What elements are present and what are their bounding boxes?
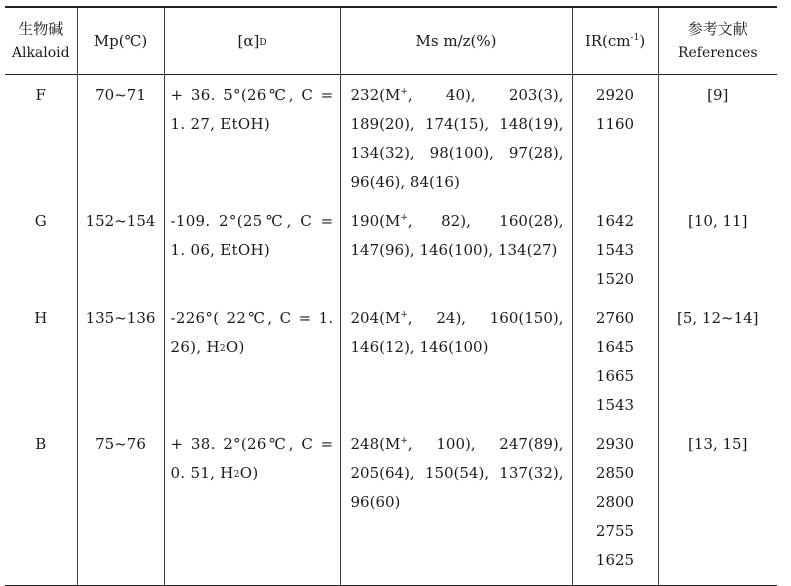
ms-text-rest: , 40), 203(3), 189(20), 174(15), 148(19), 134(32), 98(100), 97(28), 96(46), 84(16) (350, 86, 564, 191)
ms-text: 204(M (350, 309, 401, 327)
ir-value: 1543 (595, 396, 635, 414)
reference-text: [9] (707, 86, 729, 104)
rotation-text-end: O) (225, 338, 245, 356)
header-alkaloid-en: Alkaloid (11, 45, 70, 61)
header-alkaloid-cn: 生物碱 (18, 20, 64, 38)
header-ir (572, 7, 658, 75)
rotation-text: -226°( 22℃, C = 1. 26), H (170, 309, 334, 356)
cell-alkaloid (5, 298, 77, 424)
table-row (5, 201, 777, 298)
ms-text-rest: , 24), 160(150), 146(12), 146(100) (350, 309, 564, 356)
table-row (5, 75, 777, 202)
cell-rotation (164, 424, 340, 586)
header-references-en: References (677, 45, 758, 61)
cell-mp (77, 75, 164, 202)
ir-value: 2920 (595, 86, 635, 104)
ir-value: 1665 (595, 367, 635, 385)
cell-ms (340, 75, 572, 202)
ir-value: 1520 (595, 270, 635, 288)
rotation-text: + 38. 2°(26℃, C = 0. 51, H (170, 435, 334, 482)
melting-point: 135~136 (85, 309, 156, 327)
header-ms-label: Ms m/z(%) (415, 32, 497, 50)
rotation-text: + 36. 5°(26℃, C = 1. 27, EtOH) (170, 86, 334, 133)
cell-references (658, 201, 777, 298)
reference-text: [13, 15] (688, 435, 748, 453)
table-row (5, 298, 777, 424)
cell-mp (77, 298, 164, 424)
alkaloid-name: G (34, 212, 47, 230)
cell-alkaloid (5, 75, 77, 202)
ir-value: 1625 (595, 551, 635, 569)
cell-ms (340, 424, 572, 586)
ms-text-rest: , 82), 160(28), 147(96), 146(100), 134(27) (350, 212, 564, 259)
header-references (658, 7, 777, 75)
header-mp-label: Mp(℃) (93, 32, 148, 50)
header-row (5, 7, 777, 75)
cell-ir (572, 201, 658, 298)
header-mp (77, 7, 164, 75)
header-ms (340, 7, 572, 75)
ir-value: 2800 (595, 493, 635, 511)
reference-text: [10, 11] (688, 212, 748, 230)
ms-superscript: + (400, 310, 408, 320)
ms-text: 232(M (350, 86, 401, 104)
alkaloid-name: F (35, 86, 46, 104)
melting-point: 75~76 (95, 435, 146, 453)
alkaloid-data-table (5, 6, 777, 586)
rotation-subscript: 2 (219, 344, 226, 354)
ms-text: 190(M (350, 212, 401, 230)
ms-superscript: + (400, 87, 408, 97)
cell-references (658, 75, 777, 202)
ir-value: 1642 (595, 212, 635, 230)
cell-rotation (164, 201, 340, 298)
rotation-text-end: O) (239, 464, 259, 482)
cell-ir (572, 298, 658, 424)
cell-mp (77, 201, 164, 298)
melting-point: 152~154 (85, 212, 156, 230)
header-rotation-sub: D (259, 38, 267, 48)
ir-value: 1160 (595, 115, 635, 133)
ms-superscript: + (400, 436, 408, 446)
table-header (5, 7, 777, 75)
header-rotation (164, 7, 340, 75)
cell-alkaloid (5, 424, 77, 586)
cell-references (658, 298, 777, 424)
alkaloid-name: B (35, 435, 47, 453)
cell-ms (340, 298, 572, 424)
cell-rotation (164, 75, 340, 202)
cell-references (658, 424, 777, 586)
table-body (5, 75, 777, 586)
cell-alkaloid (5, 201, 77, 298)
ir-value: 1645 (595, 338, 635, 356)
ir-value: 1543 (595, 241, 635, 259)
alkaloid-name: H (34, 309, 48, 327)
header-rotation-label: [α] (237, 32, 260, 50)
reference-text: [5, 12~14] (676, 309, 759, 327)
rotation-subscript: 2 (233, 470, 240, 480)
ir-value: 2755 (595, 522, 635, 540)
rotation-text: -109. 2°(25℃, C = 1. 06, EtOH) (170, 212, 334, 259)
cell-mp (77, 424, 164, 586)
header-ir-close: ) (639, 32, 646, 50)
header-alkaloid (5, 7, 77, 75)
ms-text-rest: , 100), 247(89), 205(64), 150(54), 137(32), 96(60) (350, 435, 564, 511)
cell-ms (340, 201, 572, 298)
header-references-cn: 参考文献 (687, 20, 748, 38)
cell-rotation (164, 298, 340, 424)
ir-value: 2760 (595, 309, 635, 327)
ir-value: 2850 (595, 464, 635, 482)
ms-superscript: + (400, 213, 408, 223)
ir-value: 2930 (595, 435, 635, 453)
header-ir-label: IR(cm (584, 32, 631, 50)
header-ir-sup: -1 (630, 33, 640, 43)
cell-ir (572, 75, 658, 202)
table-row (5, 424, 777, 586)
ms-text: 248(M (350, 435, 401, 453)
cell-ir (572, 424, 658, 586)
melting-point: 70~71 (95, 86, 146, 104)
